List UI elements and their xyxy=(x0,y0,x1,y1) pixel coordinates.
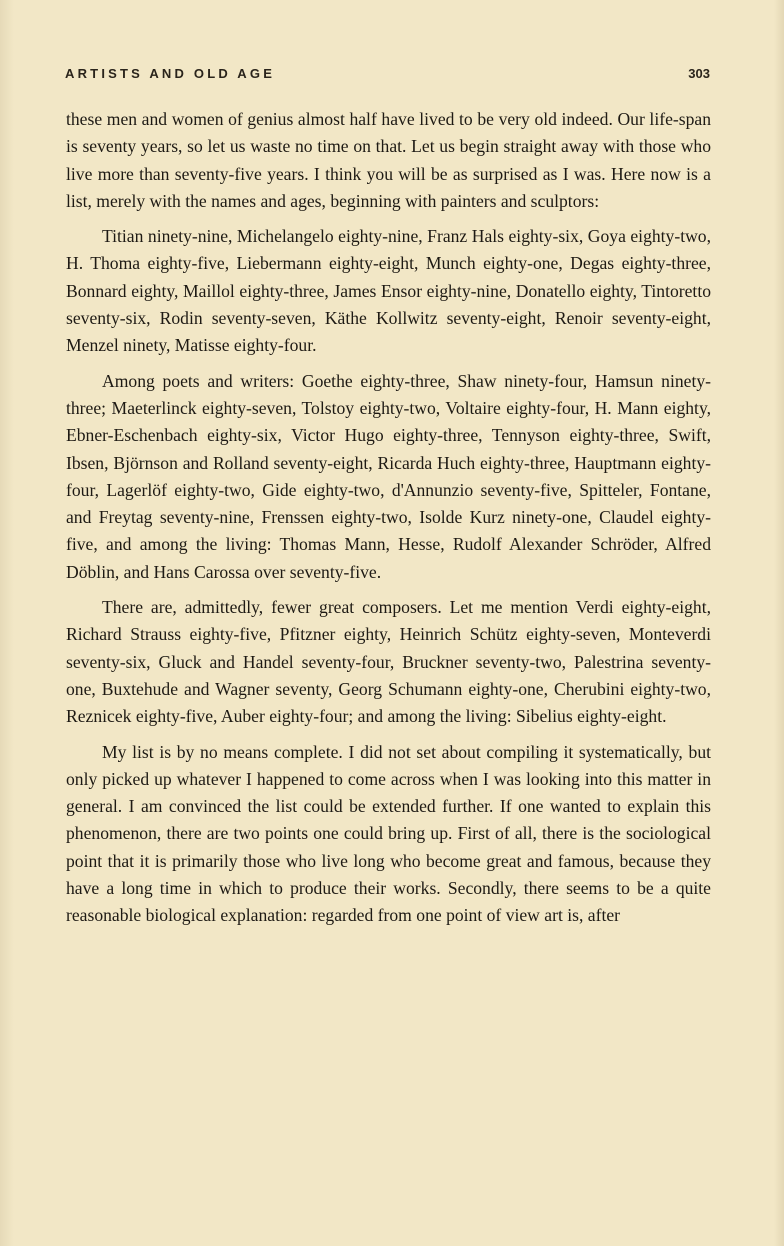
running-head xyxy=(65,66,710,86)
paragraph-continuation: these men and women of genius almost half have lived to be very old indeed. Our life-span is seventy years, so let us waste no time on that. Let us begin straight away with those who live more than seventy-five years. I think you will be as surprised as I was. Here now is a list, merely with the names and ages, beginning with painters and sculptors: xyxy=(66,109,711,211)
paragraph-writers-list: Among poets and writers: Goethe eighty-three, Shaw ninety-four, Hamsun ninety-three; Maeterlinck eighty-seven, Tolstoy eighty-two, Voltaire eighty-four, H. Mann eighty, Ebner-Eschenbach eighty-six, Victor Hugo eighty-three, Tennyson eighty-three, Swift, Ibsen, Björnson and Rolland seventy-eight, Ricarda Huch eighty-three, Hauptmann eighty-four, Lagerlöf eighty-two, Gide eighty-two, d'Annunzio seventy-five, Spitteler, Fontane, and Freytag seventy-nine, Frenssen eighty-two, Isolde Kurz ninety-one, Claudel eighty-five, and among the living: Thomas Mann, Hesse, Rudolf Alexander Schröder, Alfred Döblin, and Hans Carossa over seventy-five. xyxy=(66,370,711,582)
paragraph-painters-list: Titian ninety-nine, Michelangelo eighty-nine, Franz Hals eighty-six, Goya eighty-two, H. Thoma eighty-five, Liebermann eighty-eight, Munch eighty-one, Degas eighty-three, Bonnard eighty, Maillol eighty-three, James Ensor eighty-nine, Donatello eighty, Tintoretto seventy-six, Rodin seventy-seven, Käthe Kollwitz seventy-eight, Renoir seventy-eight, Menzel ninety, Matisse eighty-four. xyxy=(66,226,711,356)
paragraph-composers-list: There are, admittedly, fewer great composers. Let me mention Verdi eighty-eight, Richard Strauss eighty-five, Pfitzner eighty, Heinrich Schütz eighty-seven, Monteverdi seventy-six, Gluck and Handel seventy-four, Bruckner seventy-two, Palestrina seventy-one, Buxtehude and Wagner seventy, Georg Schumann eighty-one, Cherubini eighty-two, Reznicek eighty-five, Auber eighty-four; and among the living: Sibelius eighty-eight. xyxy=(66,597,711,727)
page-number: 303 xyxy=(688,66,710,81)
running-title: ARTISTS AND OLD AGE xyxy=(65,66,276,81)
body-text xyxy=(66,106,711,938)
paragraph-explanation: My list is by no means complete. I did not set about compiling it systematically, but only picked up whatever I happened to come across when I was looking into this matter in general. I am convinced the list could be extended further. If one wanted to explain this phenomenon, there are two points one could bring up. First of all, there is the sociological point that it is primarily those who live long who become great and famous, because they have a long time in which to produce their works. Secondly, there seems to be a quite reasonable biological explanation: regarded from one point of view art is, after xyxy=(66,741,711,926)
